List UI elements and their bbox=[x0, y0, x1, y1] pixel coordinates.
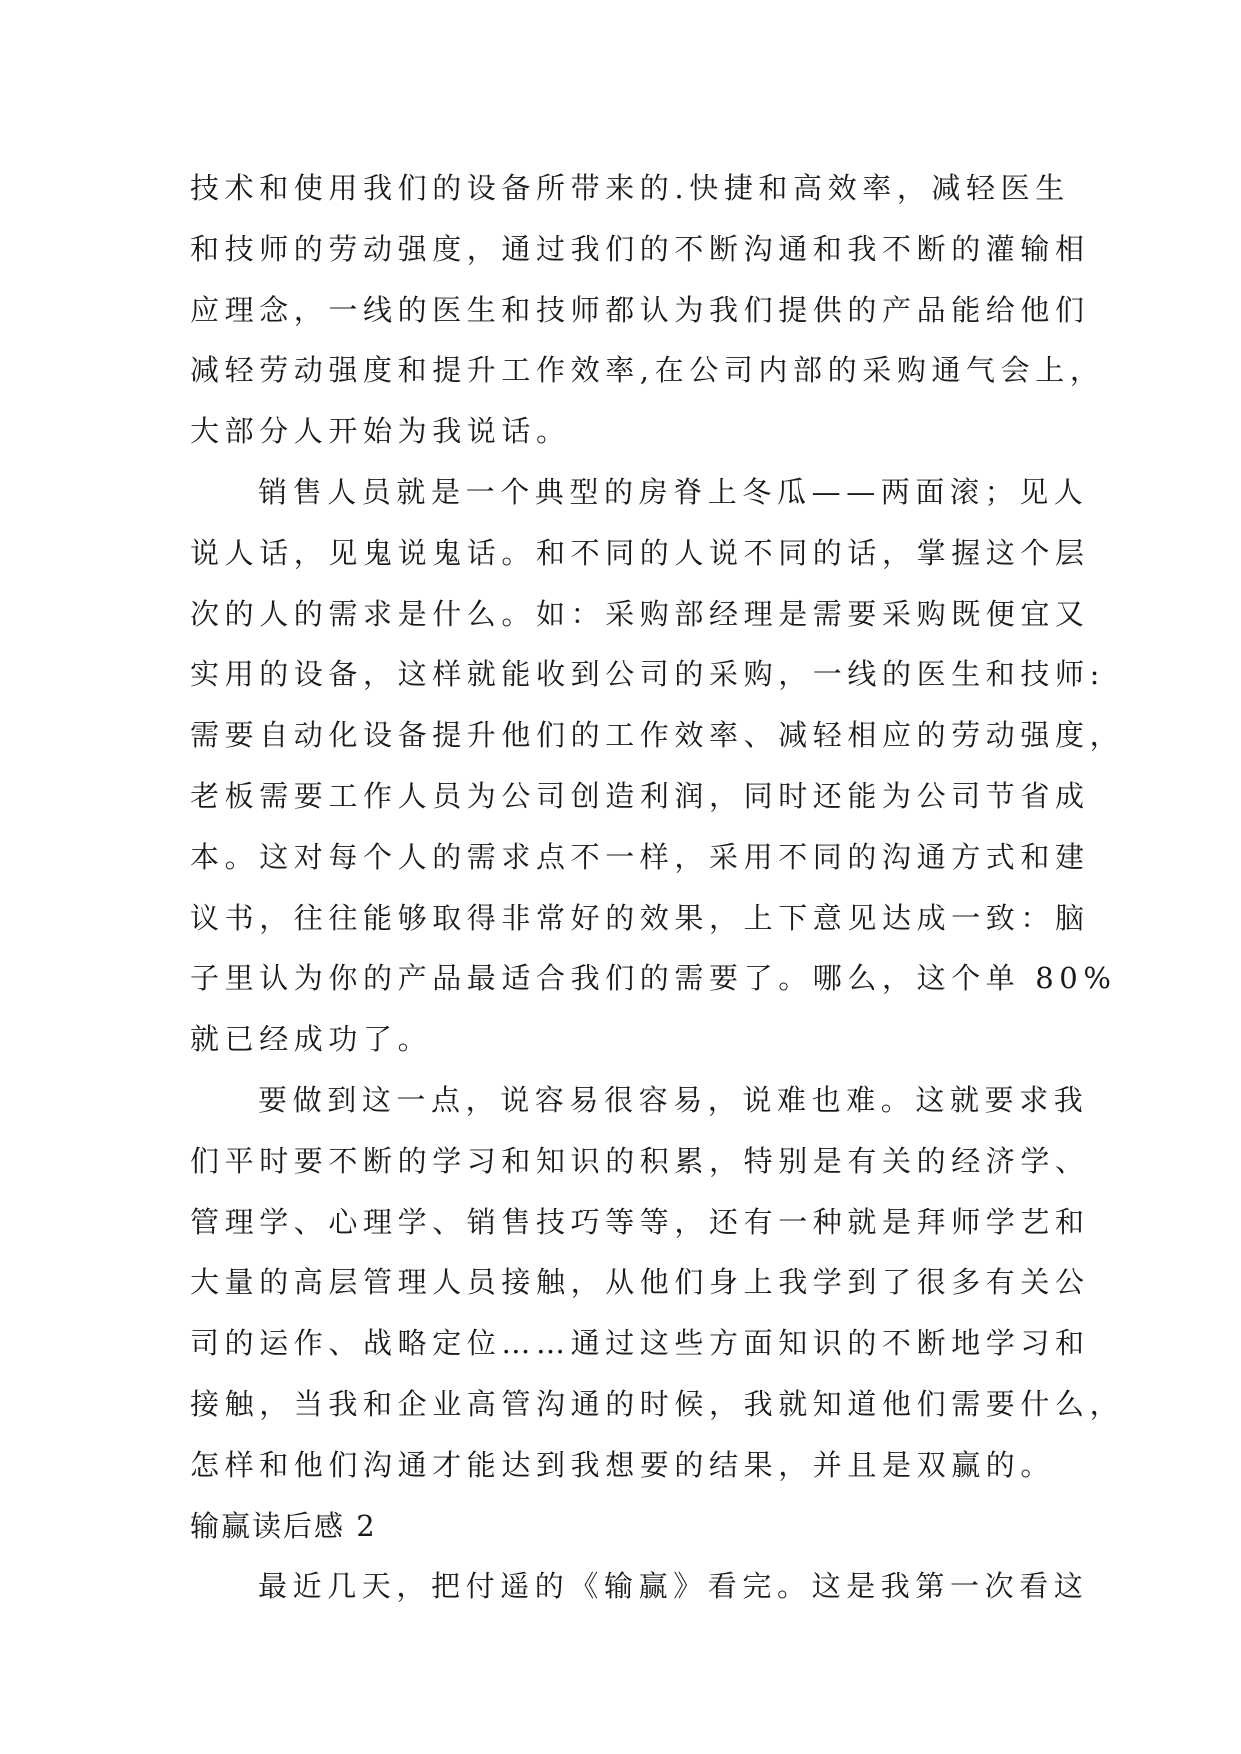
text-line: 老板需要工作人员为公司创造利润，同时还能为公司节省成 bbox=[190, 778, 1090, 813]
text-line: 次的人的需求是什么。如：采购部经理是需要采购既便宜又 bbox=[190, 596, 1090, 631]
text-line: 怎样和他们沟通才能达到我想要的结果，并且是双赢的。 bbox=[190, 1447, 1056, 1482]
text-line: 减轻劳动强度和提升工作效率,在公司内部的采购通气会上， bbox=[190, 353, 1105, 388]
text-line: 子里认为你的产品最适合我们的需要了。哪么，这个单 80% bbox=[190, 961, 1117, 996]
text-line: 技术和使用我们的设备所带来的.快捷和高效率，减轻医生 bbox=[190, 171, 1070, 205]
text-line: 大量的高层管理人员接触，从他们身上我学到了很多有关公 bbox=[190, 1265, 1090, 1300]
paragraph bbox=[190, 462, 1125, 1070]
text-line: 管理学、心理学、销售技巧等等，还有一种就是拜师学艺和 bbox=[190, 1204, 1090, 1239]
text-line: 要做到这一点，说容易很容易，说难也难。这就要求我 bbox=[258, 1082, 1089, 1117]
text-line: 们平时要不断的学习和知识的积累，特别是有关的经济学、 bbox=[190, 1143, 1090, 1178]
text-line: 应理念，一线的医生和技师都认为我们提供的产品能给他们 bbox=[190, 292, 1090, 327]
section-heading: 输赢读后感 2 bbox=[190, 1508, 377, 1543]
document-body bbox=[190, 158, 1125, 1617]
text-line: 和技师的劳动强度，通过我们的不断沟通和我不断的灌输相 bbox=[190, 231, 1090, 266]
text-line: 就已经成功了。 bbox=[190, 1022, 433, 1057]
text-line: 接触，当我和企业高管沟通的时候，我就知道他们需要什么， bbox=[190, 1386, 1125, 1421]
text-line: 最近几天，把付遥的《输赢》看完。这是我第一次看这 bbox=[258, 1569, 1089, 1604]
text-line: 司的运作、战略定位……通过这些方面知识的不断地学习和 bbox=[190, 1326, 1090, 1361]
text-line: 实用的设备，这样就能收到公司的采购，一线的医生和技师: bbox=[190, 657, 1105, 692]
text-line: 说人话，见鬼说鬼话。和不同的人说不同的话，掌握这个层 bbox=[190, 535, 1090, 570]
text-line: 销售人员就是一个典型的房脊上冬瓜——两面滚；见人 bbox=[258, 474, 1089, 509]
text-line: 议书，往往能够取得非常好的效果，上下意见达成一致：脑 bbox=[190, 900, 1090, 935]
text-line: 需要自动化设备提升他们的工作效率、减轻相应的劳动强度， bbox=[190, 718, 1125, 753]
text-line: 大部分人开始为我说话。 bbox=[190, 414, 571, 449]
paragraph bbox=[190, 1556, 1090, 1617]
text-line: 本。这对每个人的需求点不一样，采用不同的沟通方式和建 bbox=[190, 839, 1090, 874]
paragraph bbox=[190, 1070, 1125, 1496]
paragraph bbox=[190, 158, 1105, 462]
